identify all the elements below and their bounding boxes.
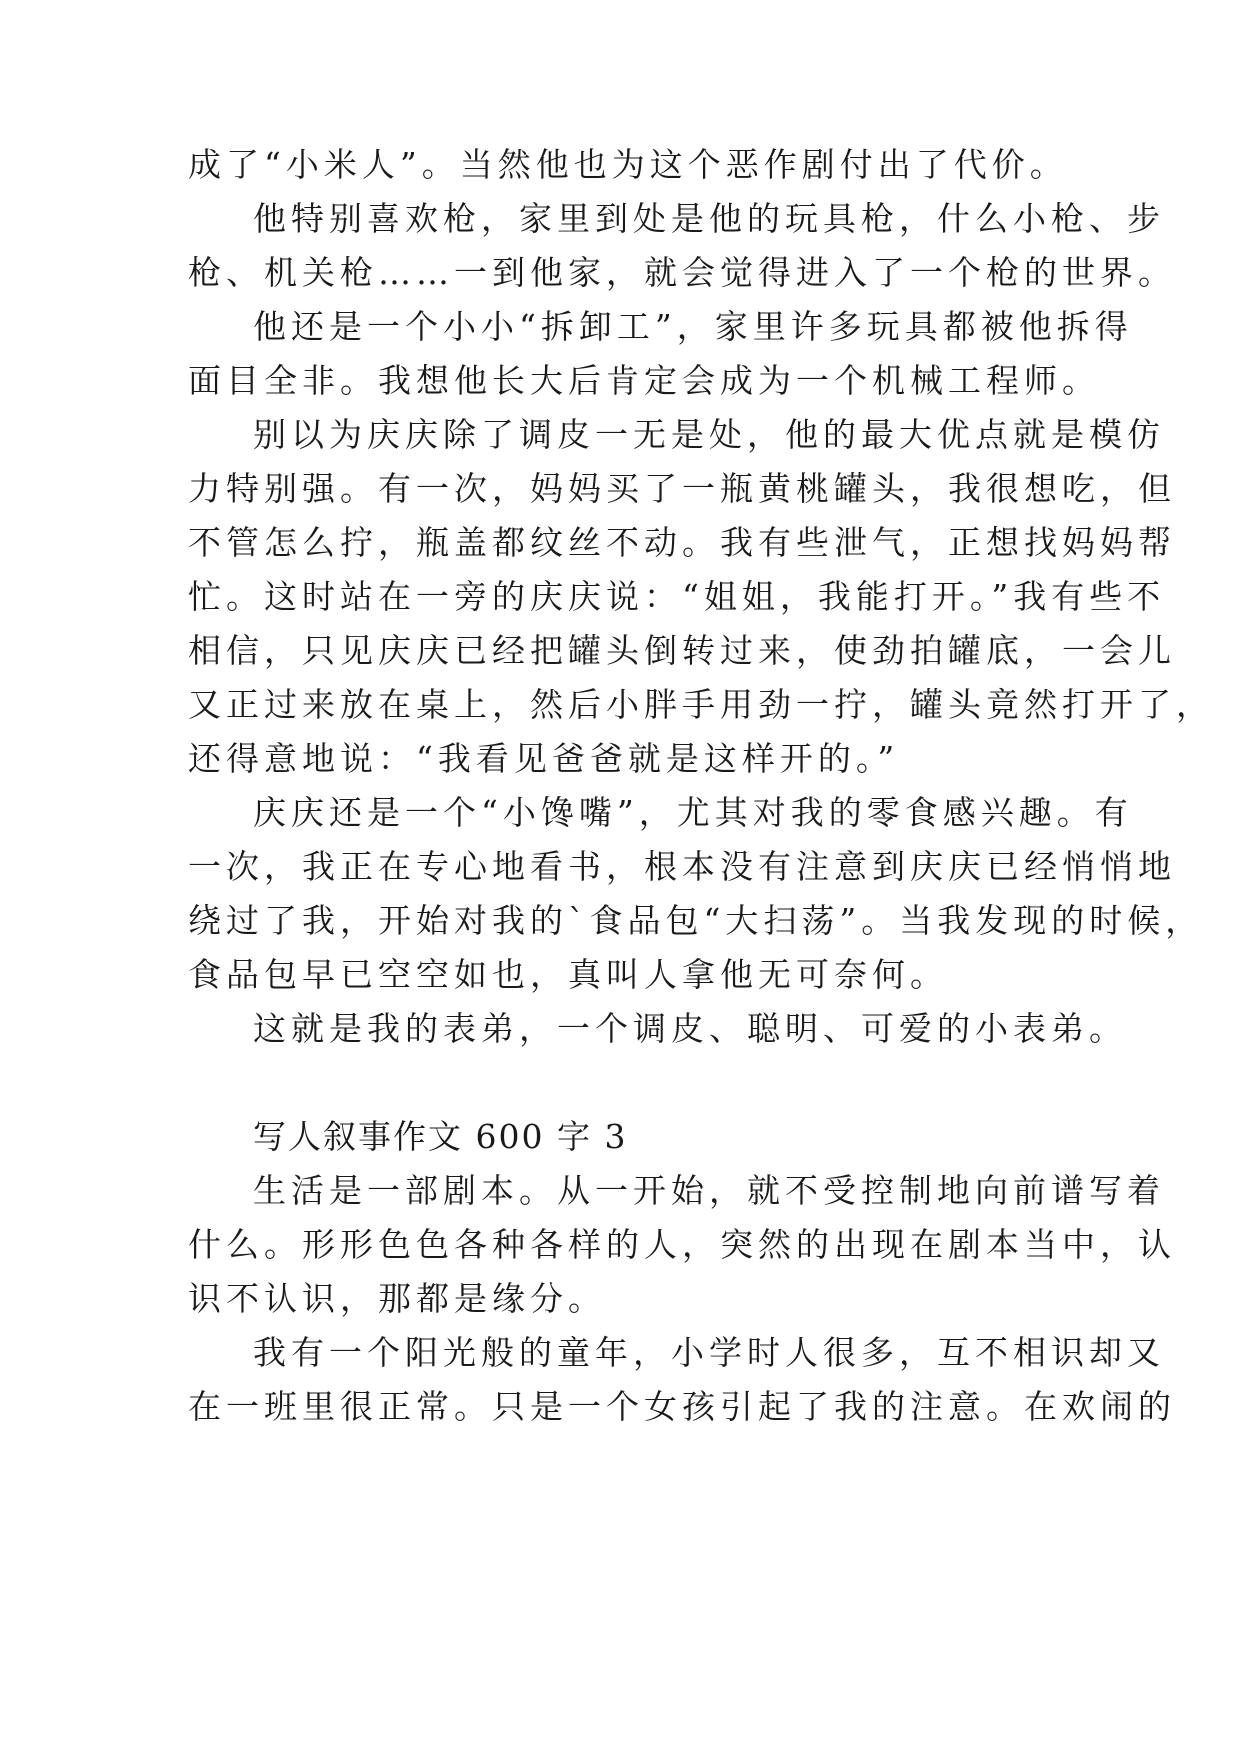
text-line: 又正过来放在桌上，然后小胖手用劲一拧，罐头竟然打开了， bbox=[188, 685, 1214, 724]
paragraph-start-line: 我有一个阳光般的童年，小学时人很多，互不相识却又 bbox=[253, 1333, 1165, 1372]
text-line: 什么。形形色色各种各样的人，突然的出现在剧本当中，认 bbox=[188, 1225, 1176, 1264]
text-line: 力特别强。有一次，妈妈买了一瓶黄桃罐头，我很想吃，但 bbox=[188, 469, 1176, 508]
paragraph-start-line: 这就是我的表弟，一个调皮、聪明、可爱的小表弟。 bbox=[253, 1009, 1127, 1048]
text-line: 成了“小米人”。当然他也为这个恶作剧付出了代价。 bbox=[188, 145, 1068, 184]
paragraph-start-line: 生活是一部剧本。从一开始，就不受控制地向前谱写着 bbox=[253, 1171, 1165, 1210]
text-line: 在一班里很正常。只是一个女孩引起了我的注意。在欢闹的 bbox=[188, 1387, 1176, 1426]
text-line: 忙。这时站在一旁的庆庆说：“姐姐，我能打开。”我有些不 bbox=[188, 577, 1166, 616]
paragraph-start-line: 别以为庆庆除了调皮一无是处，他的最大优点就是模仿 bbox=[253, 415, 1165, 454]
text-line: 相信，只见庆庆已经把罐头倒转过来，使劲拍罐底，一会儿 bbox=[188, 631, 1176, 670]
paragraph-start-line: 他还是一个小小“拆卸工”，家里许多玩具都被他拆得 bbox=[253, 307, 1133, 346]
text-line: 一次，我正在专心地看书，根本没有注意到庆庆已经悄悄地 bbox=[188, 847, 1176, 886]
text-line: 枪、机关枪……一到他家，就会觉得进入了一个枪的世界。 bbox=[188, 253, 1176, 292]
text-line: 识不认识，那都是缘分。 bbox=[188, 1279, 606, 1318]
text-line: 绕过了我，开始对我的`食品包“大扫荡”。当我发现的时候， bbox=[188, 901, 1204, 940]
paragraph-start-line: 他特别喜欢枪，家里到处是他的玩具枪，什么小枪、步 bbox=[253, 199, 1165, 238]
text-line: 不管怎么拧，瓶盖都纹丝不动。我有些泄气，正想找妈妈帮 bbox=[188, 523, 1176, 562]
section-heading: 写人叙事作文 600 字 3 bbox=[253, 1117, 628, 1156]
paragraph-start-line: 庆庆还是一个“小馋嘴”，尤其对我的零食感兴趣。有 bbox=[253, 793, 1133, 832]
text-line: 食品包早已空空如也，真叫人拿他无可奈何。 bbox=[188, 955, 948, 994]
text-line: 面目全非。我想他长大后肯定会成为一个机械工程师。 bbox=[188, 361, 1100, 400]
text-line: 还得意地说：“我看见爸爸就是这样开的。” bbox=[188, 739, 900, 778]
